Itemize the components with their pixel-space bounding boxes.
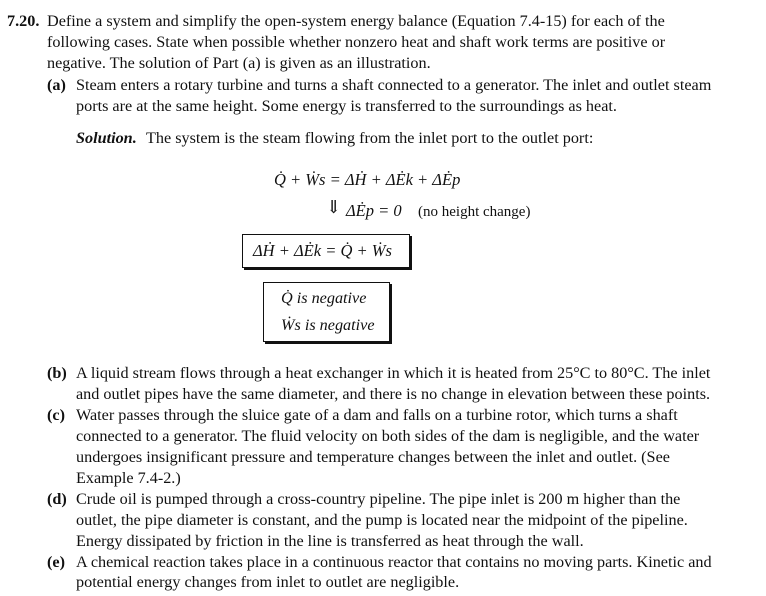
result-box	[263, 282, 390, 342]
result-heat: Q̇ is negative	[281, 289, 367, 307]
simplification-note: (no height change)	[418, 204, 531, 220]
part-line: Water passes through the sluice gate of a dam and falls on a turbine rotor, which turns a shaft	[76, 406, 678, 424]
part-line: A chemical reaction takes place in a continuous reactor that contains no moving parts. Kinetic and	[76, 553, 712, 571]
part-line: Crude oil is pumped through a cross-country pipeline. The pipe inlet is 200 m higher than the	[76, 490, 681, 508]
part-a-line: ports are at the same height. Some energy is transferred to the surroundings as heat.	[76, 97, 617, 115]
part-label: (b)	[47, 364, 67, 382]
part-a-label: (a)	[47, 76, 66, 94]
part-line: potential energy changes from inlet to outlet are negligible.	[76, 573, 460, 591]
result-work: Ẇs is negative	[281, 316, 375, 334]
down-arrow-icon: ⇓	[326, 197, 342, 217]
part-line: outlet, the pipe diameter is constant, and the pump is located near the midpoint of the pipeline.	[76, 511, 688, 529]
intro-line: following cases. State when possible whether nonzero heat and shaft work terms are positive or	[47, 33, 666, 51]
part-line: connected to a generator. The fluid velocity on both sides of the dam is negligible, and the water	[76, 427, 700, 445]
solution-label: Solution.	[76, 129, 137, 147]
part-label: (e)	[47, 553, 65, 571]
boxed-equation: ΔḢ + ΔĖk = Q̇ + Ẇs	[253, 241, 392, 260]
part-line: A liquid stream flows through a heat exchanger in which it is heated from 25°C to 80°C. The inlet	[76, 364, 711, 382]
part-line: and outlet pipes have the same diameter, and there is no change in elevation between these points.	[76, 385, 711, 403]
intro-line: negative. The solution of Part (a) is given as an illustration.	[47, 54, 431, 72]
intro-line: Define a system and simplify the open-system energy balance (Equation 7.4-15) for each of the	[47, 12, 665, 30]
simplification-step: ΔĖp = 0	[346, 201, 402, 220]
boxed-equation-frame	[242, 234, 410, 268]
part-line: undergoes insignificant pressure and temperature changes between the inlet and outlet. (See	[76, 448, 670, 466]
problem-number: 7.20.	[7, 12, 40, 30]
solution-text: The system is the steam flowing from the inlet port to the outlet port:	[146, 129, 594, 147]
energy-balance-equation: Q̇ + Ẇs = ΔḢ + ΔĖk + ΔĖp	[274, 170, 461, 189]
part-a-line: Steam enters a rotary turbine and turns a shaft connected to a generator. The inlet and outlet steam	[76, 76, 712, 94]
part-line: Energy dissipated by friction in the line is transferred as heat through the wall.	[76, 532, 584, 550]
part-line: Example 7.4-2.)	[76, 469, 181, 487]
part-label: (c)	[47, 406, 65, 424]
part-label: (d)	[47, 490, 67, 508]
